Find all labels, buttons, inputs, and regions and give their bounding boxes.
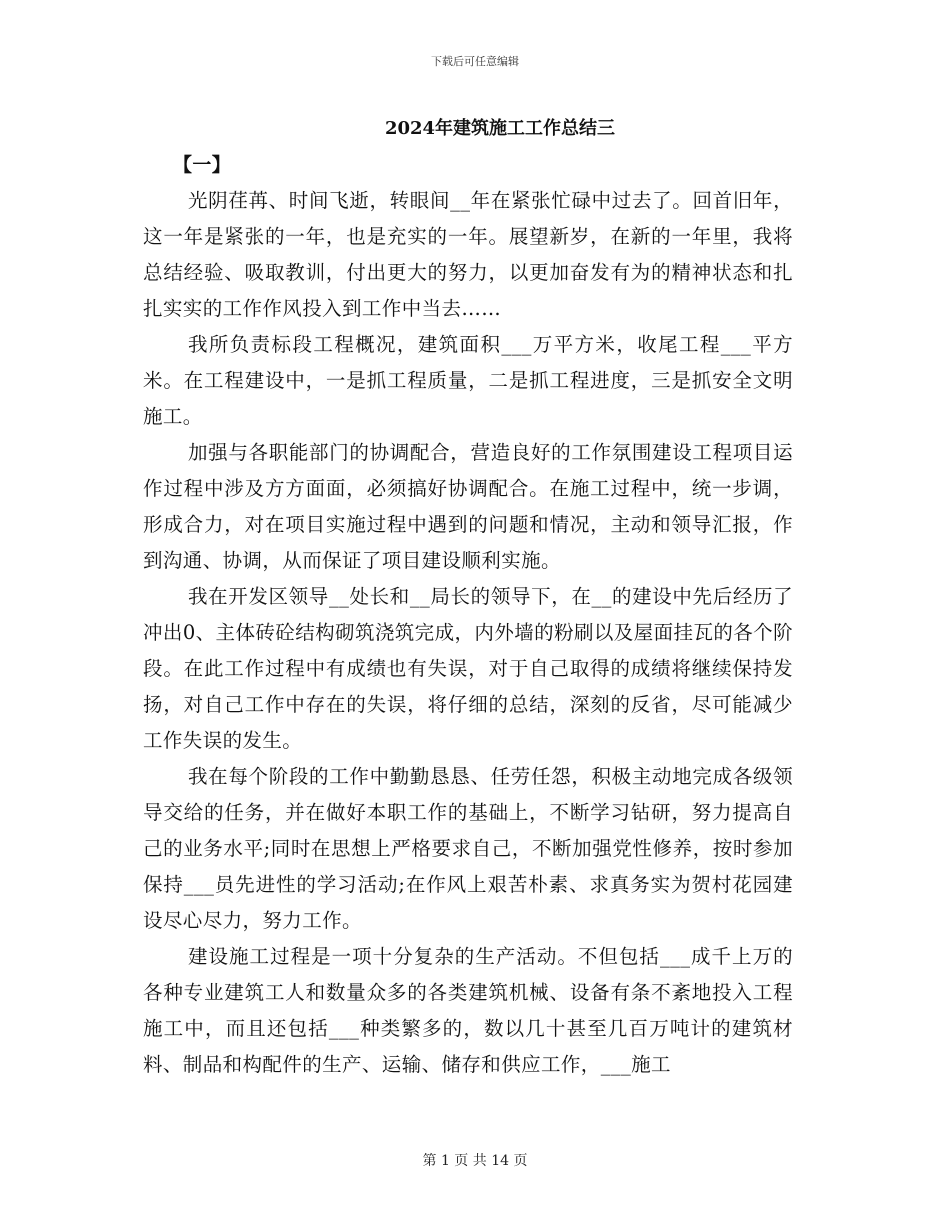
paragraph-1: 光阴荏苒、时间飞逝，转眼间__年在紧张忙碌中过去了。回首旧年，这一年是紧张的一年，也是充实的一年。展望新岁，在新的一年里，我将总结经验、吸取教训，付出更大的努力，以更加奋发有为的精神状态和扎扎实实的工作作风投入到工作中当去…… xyxy=(143,189,793,320)
paragraph-6: 建设施工过程是一项十分复杂的生产活动。不但包括___成千上万的各种专业建筑工人和数量众多的各类建筑机械、设备有条不紊地投入工程施工中，而且还包括___种类繁多的，数以几十甚至几百万吨计的建筑材料、制品和构配件的生产、运输、储存和供应工作，___施工 xyxy=(143,945,793,1076)
paragraph-5: 我在每个阶段的工作中勤勤恳恳、任劳任怨，积极主动地完成各级领导交给的任务，并在做好本职工作的基础上，不断学习钻研，努力提高自己的业务水平;同时在思想上严格要求自己，不断加强党性修养，按时参加保持___员先进性的学习活动;在作风上艰苦朴素、求真务实为贺村花园建设尽心尽力，努力工作。 xyxy=(143,765,793,932)
page-footer: 第 1 页 共 14 页 xyxy=(422,1153,528,1169)
paragraph-4: 我在开发区领导__处长和__局长的领导下，在__的建设中先后经历了冲出0、主体砖砼结构砌筑浇筑完成，内外墙的粉刷以及屋面挂瓦的各个阶段。在此工作过程中有成绩也有失误，对于自己取得的成绩将继续保持发扬，对自己工作中存在的失误，将仔细的总结，深刻的反省，尽可能减少工作失误的发生。 xyxy=(143,585,793,752)
paragraph-3: 加强与各职能部门的协调配合，营造良好的工作氛围建设工程项目运作过程中涉及方方面面，必须搞好协调配合。在施工过程中，统一步调，形成合力，对在项目实施过程中遇到的问题和情况，主动和领导汇报，作到沟通、协调，从而保证了项目建设顺利实施。 xyxy=(143,441,793,572)
document-body xyxy=(143,147,793,1083)
header-note: 下载后可任意编辑 xyxy=(431,55,519,68)
document-title: 2024年建筑施工工作总结三 xyxy=(384,118,616,139)
paragraph-2: 我所负责标段工程概况，建筑面积___万平方米，收尾工程___平方米。在工程建设中，一是抓工程质量，二是抓工程进度，三是抓安全文明施工。 xyxy=(143,333,793,428)
section-label: 【一】 xyxy=(173,154,232,176)
